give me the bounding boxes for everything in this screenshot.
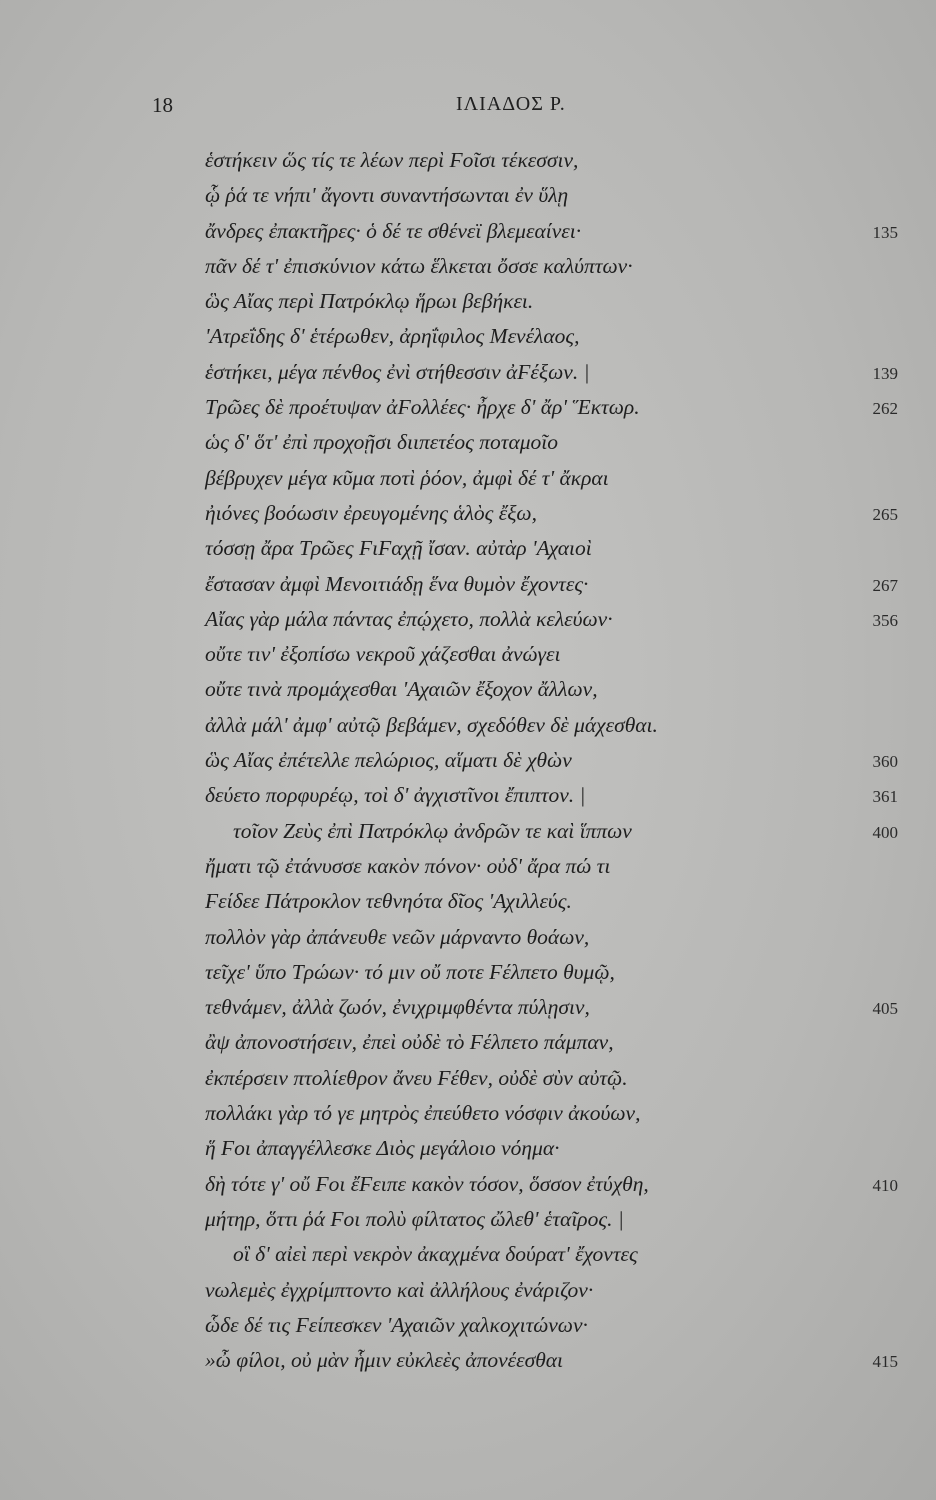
verse-line (0, 249, 936, 284)
verse-text: νωλεμὲς ἐγχρίμπτοντο καὶ ἀλλήλους ἐνάριζον· (205, 1277, 594, 1302)
verse-line (0, 1025, 936, 1060)
verse-text: πολλὸν γὰρ ἀπάνευθε νεῶν μάρναντο θοάων, (205, 924, 590, 949)
verse-line (0, 920, 936, 955)
verse-line (0, 778, 936, 813)
verse-line (0, 1202, 936, 1237)
verse-text: ᾧ ῥά τε νήπι' ἄγοντι συναντήσωνται ἐν ὕλῃ (205, 183, 569, 208)
verse-line (0, 214, 936, 249)
verse-line (0, 708, 936, 743)
verse-number: 361 (872, 787, 898, 807)
verse-line (0, 390, 936, 425)
verse-line (0, 1096, 936, 1131)
verse-line (0, 567, 936, 602)
verse-line (0, 849, 936, 884)
verse-line (0, 355, 936, 390)
verse-line (0, 178, 936, 213)
verse-text: ἂψ ἀπονοστήσειν, ἐπεὶ οὐδὲ τὸ Ϝέλπετο πάμπαν, (205, 1030, 614, 1055)
verse-text: οἳ δ' αἰεὶ περὶ νεκρὸν ἀκαχμένα δούρατ' ἔχοντες (233, 1242, 638, 1267)
verse-line (0, 990, 936, 1025)
verse-line (0, 602, 936, 637)
verse-text: ἠιόνες βοόωσιν ἐρευγομένης ἁλὸς ἔξω, (205, 500, 537, 525)
verse-text: βέβρυχεν μέγα κῦμα ποτὶ ῥόον, ἀμφὶ δέ τ' ἄκραι (205, 465, 609, 490)
page-number: 18 (152, 93, 173, 117)
verse-line (0, 1343, 936, 1378)
verse-text: 'Ατρεΐδης δ' ἑτέρωθεν, ἀρηΐφιλος Μενέλαος, (205, 324, 580, 349)
verse-line (0, 496, 936, 531)
verse-text: μήτηρ, ὅττι ῥά Ϝοι πολὺ φίλτατος ὤλεθ' ἑταῖρος. | (205, 1206, 624, 1231)
verse-text: τεθνάμεν, ἀλλὰ ζωόν, ἐνιχριμφθέντα πύλῃσιν, (205, 995, 590, 1020)
verse-number: 135 (872, 222, 898, 242)
verse-text: ὡς δ' ὅτ' ἐπὶ προχοῇσι διιπετέος ποταμοῖο (205, 430, 559, 455)
verse-text: ἀλλὰ μάλ' ἀμφ' αὐτῷ βεβάμεν, σχεδόθεν δὲ μάχεσθαι. (205, 712, 658, 737)
verse-text: δεύετο πορφυρέῳ, τοὶ δ' ἀγχιστῖνοι ἔπιπτον. | (205, 783, 586, 808)
verse-line (0, 143, 936, 178)
verse-text: »ὦ φίλοι, οὐ μὰν ἧμιν εὐκλεὲς ἀπονέεσθαι (205, 1348, 564, 1373)
verse-number: 356 (872, 610, 898, 630)
verse-text: τοῖον Ζεὺς ἐπὶ Πατρόκλῳ ἀνδρῶν τε καὶ ἵππων (233, 818, 632, 843)
verse-line (0, 672, 936, 707)
verse-text: τεῖχε' ὕπο Τρώων· τό μιν οὔ ποτε Ϝέλπετο θυμῷ, (205, 959, 615, 984)
verse-line (0, 1167, 936, 1202)
verse-text: ἔστασαν ἀμφὶ Μενοιτιάδῃ ἕνα θυμὸν ἔχοντες· (205, 571, 589, 596)
verse-line (0, 637, 936, 672)
verse-number: 139 (872, 363, 898, 383)
verse-text: ἑστήκει, μέγα πένθος ἐνὶ στήθεσσιν ἀϜέξων. | (205, 359, 590, 384)
verse-line (0, 955, 936, 990)
verse-text: τόσσῃ ἄρα Τρῶες ϜιϜαχῇ ἴσαν. αὐτὰρ 'Αχαιοὶ (205, 536, 592, 561)
verse-text: ὣς Αἴας περὶ Πατρόκλῳ ἥρωι βεβήκει. (205, 289, 534, 314)
verse-line (0, 884, 936, 919)
verse-text: οὔτε τινὰ προμάχεσθαι 'Αχαιῶν ἔξοχον ἄλλων, (205, 677, 598, 702)
verse-number: 262 (872, 399, 898, 419)
verse-line (0, 461, 936, 496)
verse-line (0, 425, 936, 460)
verse-number: 405 (872, 999, 898, 1019)
verse-line (0, 1273, 936, 1308)
verse-text: Τρῶες δὲ προέτυψαν ἀϜολλέες· ἦρχε δ' ἄρ' Ἕκτωρ. (205, 395, 640, 420)
verse-line (0, 814, 936, 849)
verse-line (0, 743, 936, 778)
verse-text: ἐκπέρσειν πτολίεθρον ἄνευ Ϝέθεν, οὐδὲ σὺν αὐτῷ. (205, 1065, 628, 1090)
verse-line (0, 531, 936, 566)
verse-line (0, 1237, 936, 1272)
verse-text: ἄνδρες ἐπακτῆρες· ὁ δέ τε σθένεϊ βλεμεαίνει· (205, 218, 582, 243)
verse-text: δὴ τότε γ' οὔ Ϝοι ἔϜειπε κακὸν τόσον, ὅσσον ἐτύχθη, (205, 1171, 649, 1196)
verse-text: οὔτε τιν' ἐξοπίσω νεκροῦ χάζεσθαι ἀνώγει (205, 642, 561, 667)
verse-line (0, 1061, 936, 1096)
verse-text: Ϝείδεε Πάτροκλον τεθνηότα δῖος 'Αχιλλεύς. (205, 889, 572, 914)
verse-line (0, 319, 936, 354)
verse-line (0, 284, 936, 319)
verse-text: ὧδε δέ τις Ϝείπεσκεν 'Αχαιῶν χαλκοχιτώνων· (205, 1312, 588, 1337)
verse-line (0, 1308, 936, 1343)
verse-block (0, 143, 936, 1378)
verse-text: ἥ Ϝοι ἀπαγγέλλεσκε Διὸς μεγάλοιο νόημα· (205, 1136, 560, 1161)
verse-number: 360 (872, 752, 898, 772)
verse-number: 400 (872, 822, 898, 842)
verse-text: πολλάκι γὰρ τό γε μητρὸς ἐπεύθετο νόσφιν ἀκούων, (205, 1101, 641, 1126)
verse-text: ἑστήκειν ὥς τίς τε λέων περὶ Ϝοῖσι τέκεσσιν, (205, 148, 579, 172)
running-head (0, 93, 936, 123)
verse-number: 410 (872, 1175, 898, 1195)
page-title: ΙΛΙΑΔΟΣ Ρ. (456, 93, 566, 115)
verse-text: πᾶν δέ τ' ἐπισκύνιον κάτω ἕλκεται ὄσσε καλύπτων· (205, 253, 633, 278)
verse-number: 415 (872, 1352, 898, 1372)
verse-text: ὣς Αἴας ἐπέτελλε πελώριος, αἵματι δὲ χθὼν (205, 748, 572, 773)
verse-number: 267 (872, 575, 898, 595)
verse-text: Αἴας γὰρ μάλα πάντας ἐπῴχετο, πολλὰ κελεύων· (205, 606, 613, 631)
verse-line (0, 1131, 936, 1166)
verse-number: 265 (872, 504, 898, 524)
verse-text: ἤματι τῷ ἐτάνυσσε κακὸν πόνον· οὐδ' ἄρα πώ τι (205, 853, 611, 878)
